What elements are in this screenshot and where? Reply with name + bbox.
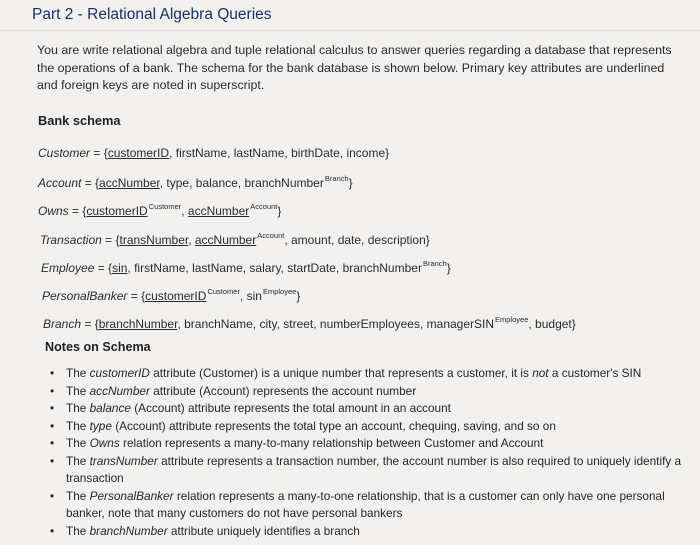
foreign-key: Account (257, 231, 285, 240)
intro-paragraph: You are write relational algebra and tuple relational calculus to answer queries regarding a database that represents the operations of a bank. The schema for the bank database is shown below. Primary key attributes are underlined and foreign keys are noted in superscript. (37, 43, 672, 92)
foreign-key: Customer (148, 202, 182, 211)
note-text: a customer's SIN (548, 366, 642, 380)
relation-name: Account (38, 176, 82, 190)
foreign-key: Branch (324, 174, 349, 183)
relation-name: Owns (38, 204, 69, 218)
schema-heading: Bank schema (38, 113, 121, 128)
note-text: (Account) attribute represents the total amount in an account (130, 401, 451, 415)
close-brace: } (446, 261, 451, 275)
note-text: The (66, 418, 90, 433)
equals: = { (81, 176, 100, 190)
note-term: transNumber (89, 453, 158, 468)
note-text: relation represents a many-to-many relationship between Customer and Account (119, 436, 544, 450)
note-term: accNumber (89, 383, 150, 398)
note-text: attribute (Customer) is a unique number that represents a customer, it is (149, 366, 533, 380)
note-text: (Account) attribute represents the total type an account, chequing, saving, and so on (111, 418, 556, 433)
note-text: The (66, 523, 90, 538)
schema-personalbanker (42, 287, 300, 303)
separator: , (181, 204, 188, 218)
note-text: The (66, 436, 90, 450)
schema-employee (41, 259, 451, 275)
note-text: attribute (Account) represents the account number (149, 383, 417, 398)
attributes: , sin (239, 289, 262, 303)
foreign-key: Employee (262, 287, 297, 296)
primary-key: customerID (86, 204, 148, 218)
bullet-icon: • (50, 366, 55, 380)
primary-key: accNumber (187, 204, 250, 218)
bullet-icon: • (50, 418, 55, 433)
close-brace: , budget} (528, 317, 576, 331)
attributes: , firstName, lastName, birthDate, income} (169, 146, 390, 160)
equals: = { (68, 204, 87, 218)
list-item (46, 488, 686, 523)
note-emphasis: not (532, 366, 549, 380)
foreign-key: Employee (495, 315, 529, 324)
note-text: The (66, 383, 90, 398)
close-brace: } (296, 289, 301, 303)
bullet-icon: • (50, 453, 55, 468)
relation-name: Transaction (40, 233, 102, 247)
schema-transaction (40, 231, 430, 247)
note-term: PersonalBanker (89, 488, 174, 503)
equals: = { (127, 289, 146, 303)
bullet-icon: • (50, 436, 55, 450)
schema-account (38, 174, 353, 190)
notes-list (46, 365, 686, 540)
note-term: Owns (89, 436, 120, 450)
bullet-icon: • (50, 523, 55, 538)
note-term: balance (89, 401, 131, 415)
primary-key: accNumber (194, 233, 257, 247)
relation-name: Branch (43, 317, 82, 331)
close-brace: } (277, 204, 282, 218)
list-item (46, 400, 686, 418)
attributes: , type, balance, branchNumber (159, 176, 324, 190)
primary-key: sin (112, 261, 128, 275)
list-item (46, 383, 686, 401)
note-text: attribute uniquely identifies a branch (167, 523, 360, 538)
relation-name: Customer (38, 146, 91, 160)
list-item (46, 418, 686, 436)
relation-name: Employee (41, 261, 95, 275)
list-item (46, 365, 686, 383)
bullet-icon: • (50, 401, 55, 415)
foreign-key: Customer (207, 287, 240, 296)
page-title: Part 2 - Relational Algebra Queries (32, 6, 272, 23)
list-item (46, 453, 686, 488)
attributes: , amount, date, description} (284, 233, 430, 247)
primary-key: accNumber (99, 176, 160, 190)
attributes: , firstName, lastName, salary, startDate, branchNumber (127, 261, 422, 275)
header-bar (0, 0, 700, 31)
schema-branch (43, 315, 576, 331)
attributes: , branchName, city, street, numberEmployees, managerSIN (177, 317, 495, 331)
list-item (46, 435, 686, 453)
note-text: The (66, 488, 90, 503)
schema-owns (38, 202, 281, 218)
note-text: relation represents a many-to-one relationship, that is a customer can only have one personal banker, note that many customers do not have personal bankers (66, 488, 665, 520)
note-term: type (89, 418, 112, 433)
relation-name: PersonalBanker (42, 289, 128, 303)
equals: = { (81, 317, 99, 331)
separator: , (188, 233, 195, 247)
bullet-icon: • (50, 383, 55, 398)
foreign-key: Branch (422, 259, 447, 268)
primary-key: transNumber (119, 233, 189, 247)
bullet-icon: • (50, 488, 55, 503)
equals: = { (101, 233, 120, 247)
foreign-key: Account (250, 202, 278, 211)
note-term: branchNumber (89, 523, 168, 538)
equals: = { (90, 146, 108, 160)
note-text: The (66, 453, 90, 468)
primary-key: branchNumber (98, 317, 178, 331)
note-text: attribute represents a transaction number, the account number is also required to uniquely identify a transaction (66, 453, 682, 485)
primary-key: customerID (145, 289, 207, 303)
schema-customer (38, 146, 389, 160)
equals: = { (94, 261, 113, 275)
note-text: The (66, 401, 90, 415)
list-item (46, 523, 686, 541)
close-brace: } (348, 176, 353, 190)
primary-key: customerID (107, 146, 170, 160)
note-text: The (66, 366, 90, 380)
notes-heading: Notes on Schema (45, 340, 151, 354)
note-term: customerID (89, 366, 150, 380)
